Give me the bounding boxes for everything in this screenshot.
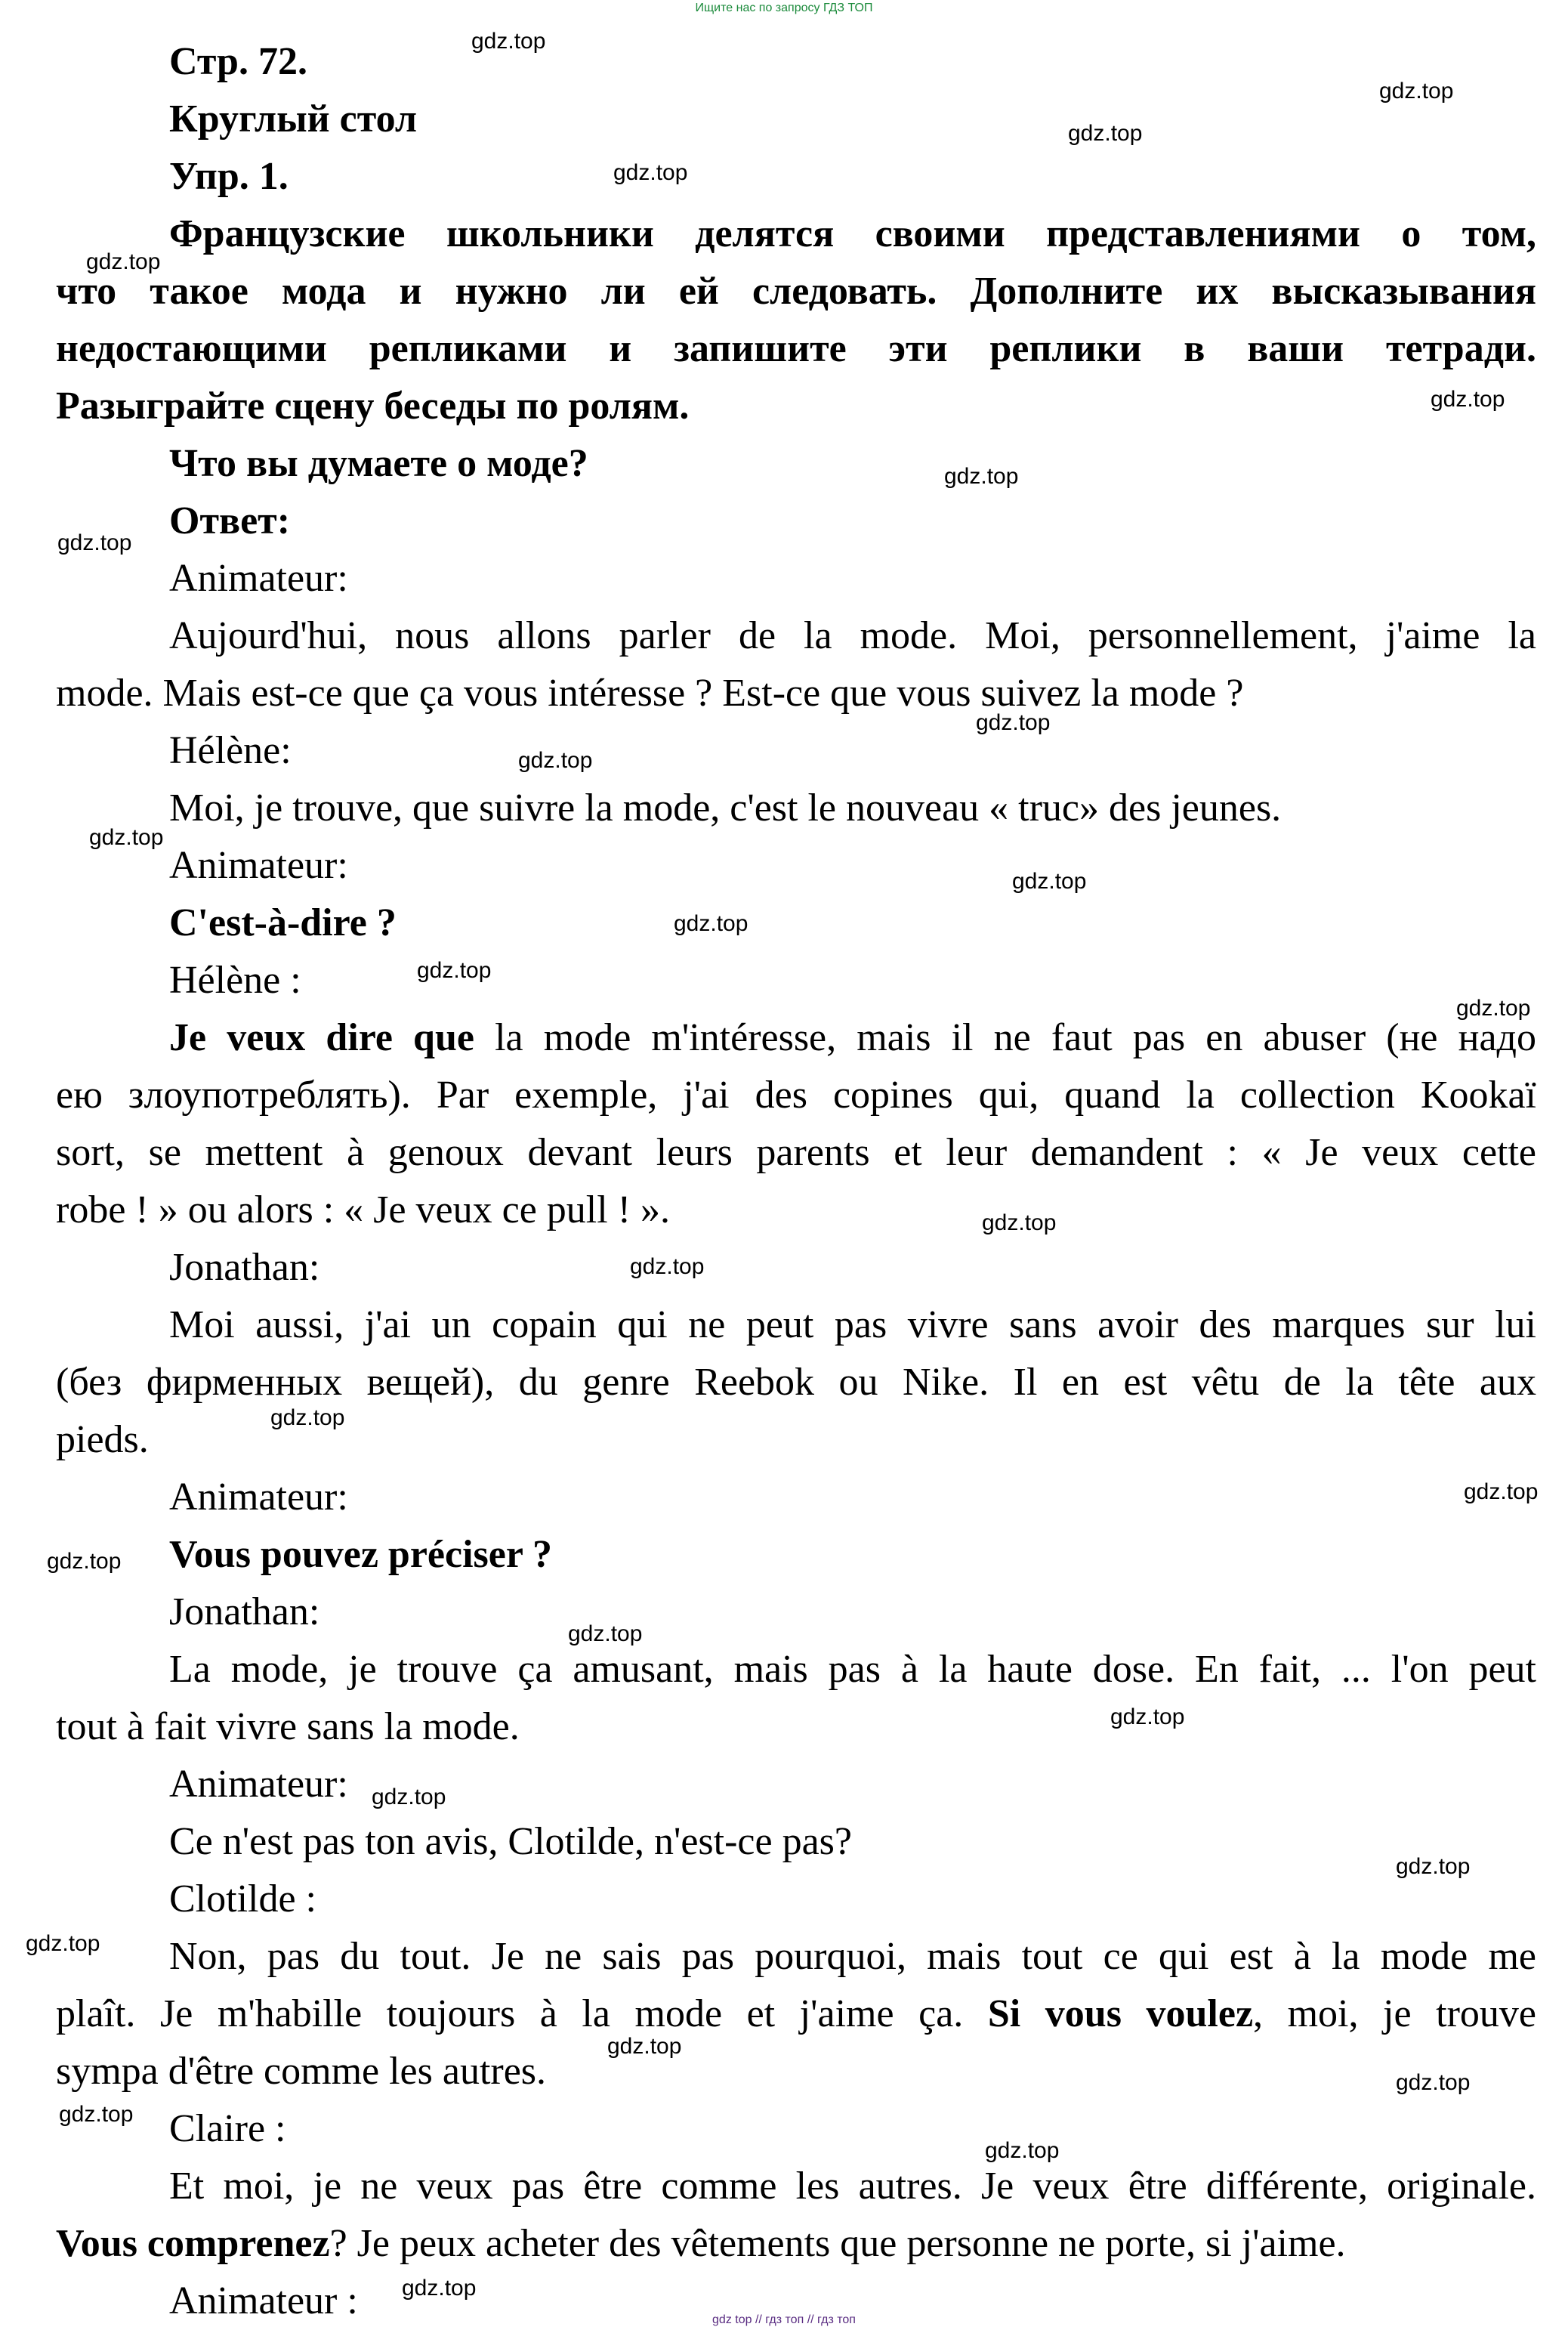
replica-line: sort, se mettent à genoux devant leurs parents et leur demandent : « Je veux cette <box>56 1131 1536 1174</box>
replica-line: Aujourd'hui, nous allons parler de la mode. Moi, personnellement, j'aime la <box>169 614 1536 657</box>
replica-line: mode. Mais est-ce que ça vous intéresse ? Est-ce que vous suivez la mode ? <box>56 672 1244 715</box>
replica-line: Ce n'est pas ton avis, Clotilde, n'est-ce pas? <box>169 1820 852 1863</box>
replica-line: sympa d'être comme les autres. <box>56 2050 547 2093</box>
missing-replica: Vous comprenez <box>56 2222 330 2265</box>
replica-line: Et moi, je ne veux pas être comme les autres. Je veux être différente, originale. <box>169 2165 1536 2208</box>
replica-line <box>169 1009 1536 1067</box>
speaker-clotilde: Clotilde : <box>169 1877 316 1921</box>
watermark-text: gdz.top <box>270 1405 345 1430</box>
replica-line: La mode, je trouve ça amusant, mais pas à la haute dose. En fait, ... l'on peut <box>169 1648 1536 1691</box>
speaker-animateur: Animateur: <box>169 844 348 887</box>
speaker-jonathan: Jonathan: <box>169 1246 320 1289</box>
watermark-text: gdz.top <box>372 1785 446 1809</box>
task-question: Что вы думаете о моде? <box>169 442 588 485</box>
watermark-text: gdz.top <box>89 825 164 850</box>
footer-links[interactable]: gdz top // гдз топ // гдз топ <box>712 2313 856 2326</box>
watermark-text: gdz.top <box>674 911 749 936</box>
answer-label: Ответ: <box>169 499 291 542</box>
task-line-2: что такое мода и нужно ли ей следовать. Дополните их высказывания <box>56 270 1536 313</box>
watermark-text: gdz.top <box>607 2034 682 2059</box>
missing-replica: Je veux dire que <box>169 1016 474 1059</box>
replica-text: plaît. Je m'habille toujours à la mode et j'aime ça. <box>56 1992 988 2035</box>
watermark-text: gdz.top <box>1431 387 1505 412</box>
watermark-text: gdz.top <box>1464 1479 1539 1504</box>
watermark-text: gdz.top <box>86 249 161 274</box>
replica-line: Moi aussi, j'ai un copain qui ne peut pas vivre sans avoir des marques sur lui <box>169 1303 1536 1346</box>
watermark-text: gdz.top <box>944 464 1019 489</box>
replica-text: la mode m'intéresse, mais il ne faut pas en abuser (не надо <box>474 1016 1536 1059</box>
watermark-text: gdz.top <box>518 748 593 773</box>
speaker-helene: Hélène: <box>169 729 292 772</box>
watermark-text: gdz.top <box>976 710 1051 735</box>
watermark-text: gdz.top <box>568 1621 643 1646</box>
search-hint-banner[interactable]: Ищите нас по запросу ГДЗ ТОП <box>695 2 873 14</box>
replica-line: Moi, je trouve, que suivre la mode, c'est le nouveau « truc» des jeunes. <box>169 786 1282 830</box>
watermark-text: gdz.top <box>985 2138 1060 2163</box>
replica-text: , moi, je trouve <box>1253 1992 1536 2035</box>
replica-line: ею злоупотреблять). Par exemple, j'ai des copines qui, quand la collection Kookaï <box>56 1074 1536 1117</box>
watermark-text: gdz.top <box>471 29 546 54</box>
missing-replica: Si vous voulez <box>987 1992 1254 2035</box>
watermark-text: gdz.top <box>613 160 688 185</box>
replica-line <box>56 1985 1536 2043</box>
replica-line: (без фирменных вещей), du genre Reebok ou Nike. Il en est vêtu de la tête aux <box>56 1361 1536 1404</box>
watermark-text: gdz.top <box>1012 869 1087 894</box>
watermark-text: gdz.top <box>1456 996 1531 1021</box>
exercise-number: Упр. 1. <box>169 155 289 198</box>
speaker-animateur: Animateur: <box>169 1763 348 1806</box>
watermark-text: gdz.top <box>1396 2070 1471 2095</box>
watermark-text: gdz.top <box>47 1549 122 1574</box>
speaker-helene: Hélène : <box>169 959 301 1002</box>
speaker-animateur: Animateur: <box>169 557 348 600</box>
replica-line: tout à fait vivre sans la mode. <box>56 1705 520 1748</box>
replica-text: ? Je peux acheter des vêtements que personne ne porte, si j'aime. <box>329 2222 1346 2265</box>
speaker-animateur: Animateur: <box>169 1476 348 1519</box>
replica-line <box>56 2215 1346 2273</box>
task-line-4: Разыграйте сцену беседы по ролям. <box>56 385 690 428</box>
task-line-1: Французские школьники делятся своими представлениями о том, <box>169 212 1536 255</box>
speaker-jonathan: Jonathan: <box>169 1590 320 1633</box>
watermark-text: gdz.top <box>402 2276 477 2301</box>
speaker-claire: Claire : <box>169 2107 286 2150</box>
replica-line: robe ! » ou alors : « Je veux ce pull ! ». <box>56 1188 671 1231</box>
page-number: Стр. 72. <box>169 40 307 83</box>
section-title: Круглый стол <box>169 97 418 141</box>
watermark-text: gdz.top <box>26 1931 100 1956</box>
replica-line: Non, pas du tout. Je ne sais pas pourquoi, mais tout ce qui est à la mode me <box>169 1935 1536 1978</box>
missing-replica: Vous pouvez préciser ? <box>169 1533 552 1576</box>
watermark-text: gdz.top <box>417 958 492 983</box>
watermark-text: gdz.top <box>1110 1704 1185 1729</box>
task-line-3: недостающими репликами и запишите эти реплики в ваши тетради. <box>56 327 1536 370</box>
watermark-text: gdz.top <box>1068 121 1143 146</box>
speaker-animateur: Animateur : <box>169 2279 358 2322</box>
missing-replica: C'est-à-dire ? <box>169 901 397 944</box>
replica-line: pieds. <box>56 1418 149 1461</box>
watermark-text: gdz.top <box>1396 1854 1471 1879</box>
watermark-text: gdz.top <box>630 1254 705 1279</box>
watermark-text: gdz.top <box>982 1210 1057 1235</box>
watermark-text: gdz.top <box>59 2102 134 2127</box>
watermark-text: gdz.top <box>57 530 132 555</box>
watermark-text: gdz.top <box>1379 79 1454 104</box>
